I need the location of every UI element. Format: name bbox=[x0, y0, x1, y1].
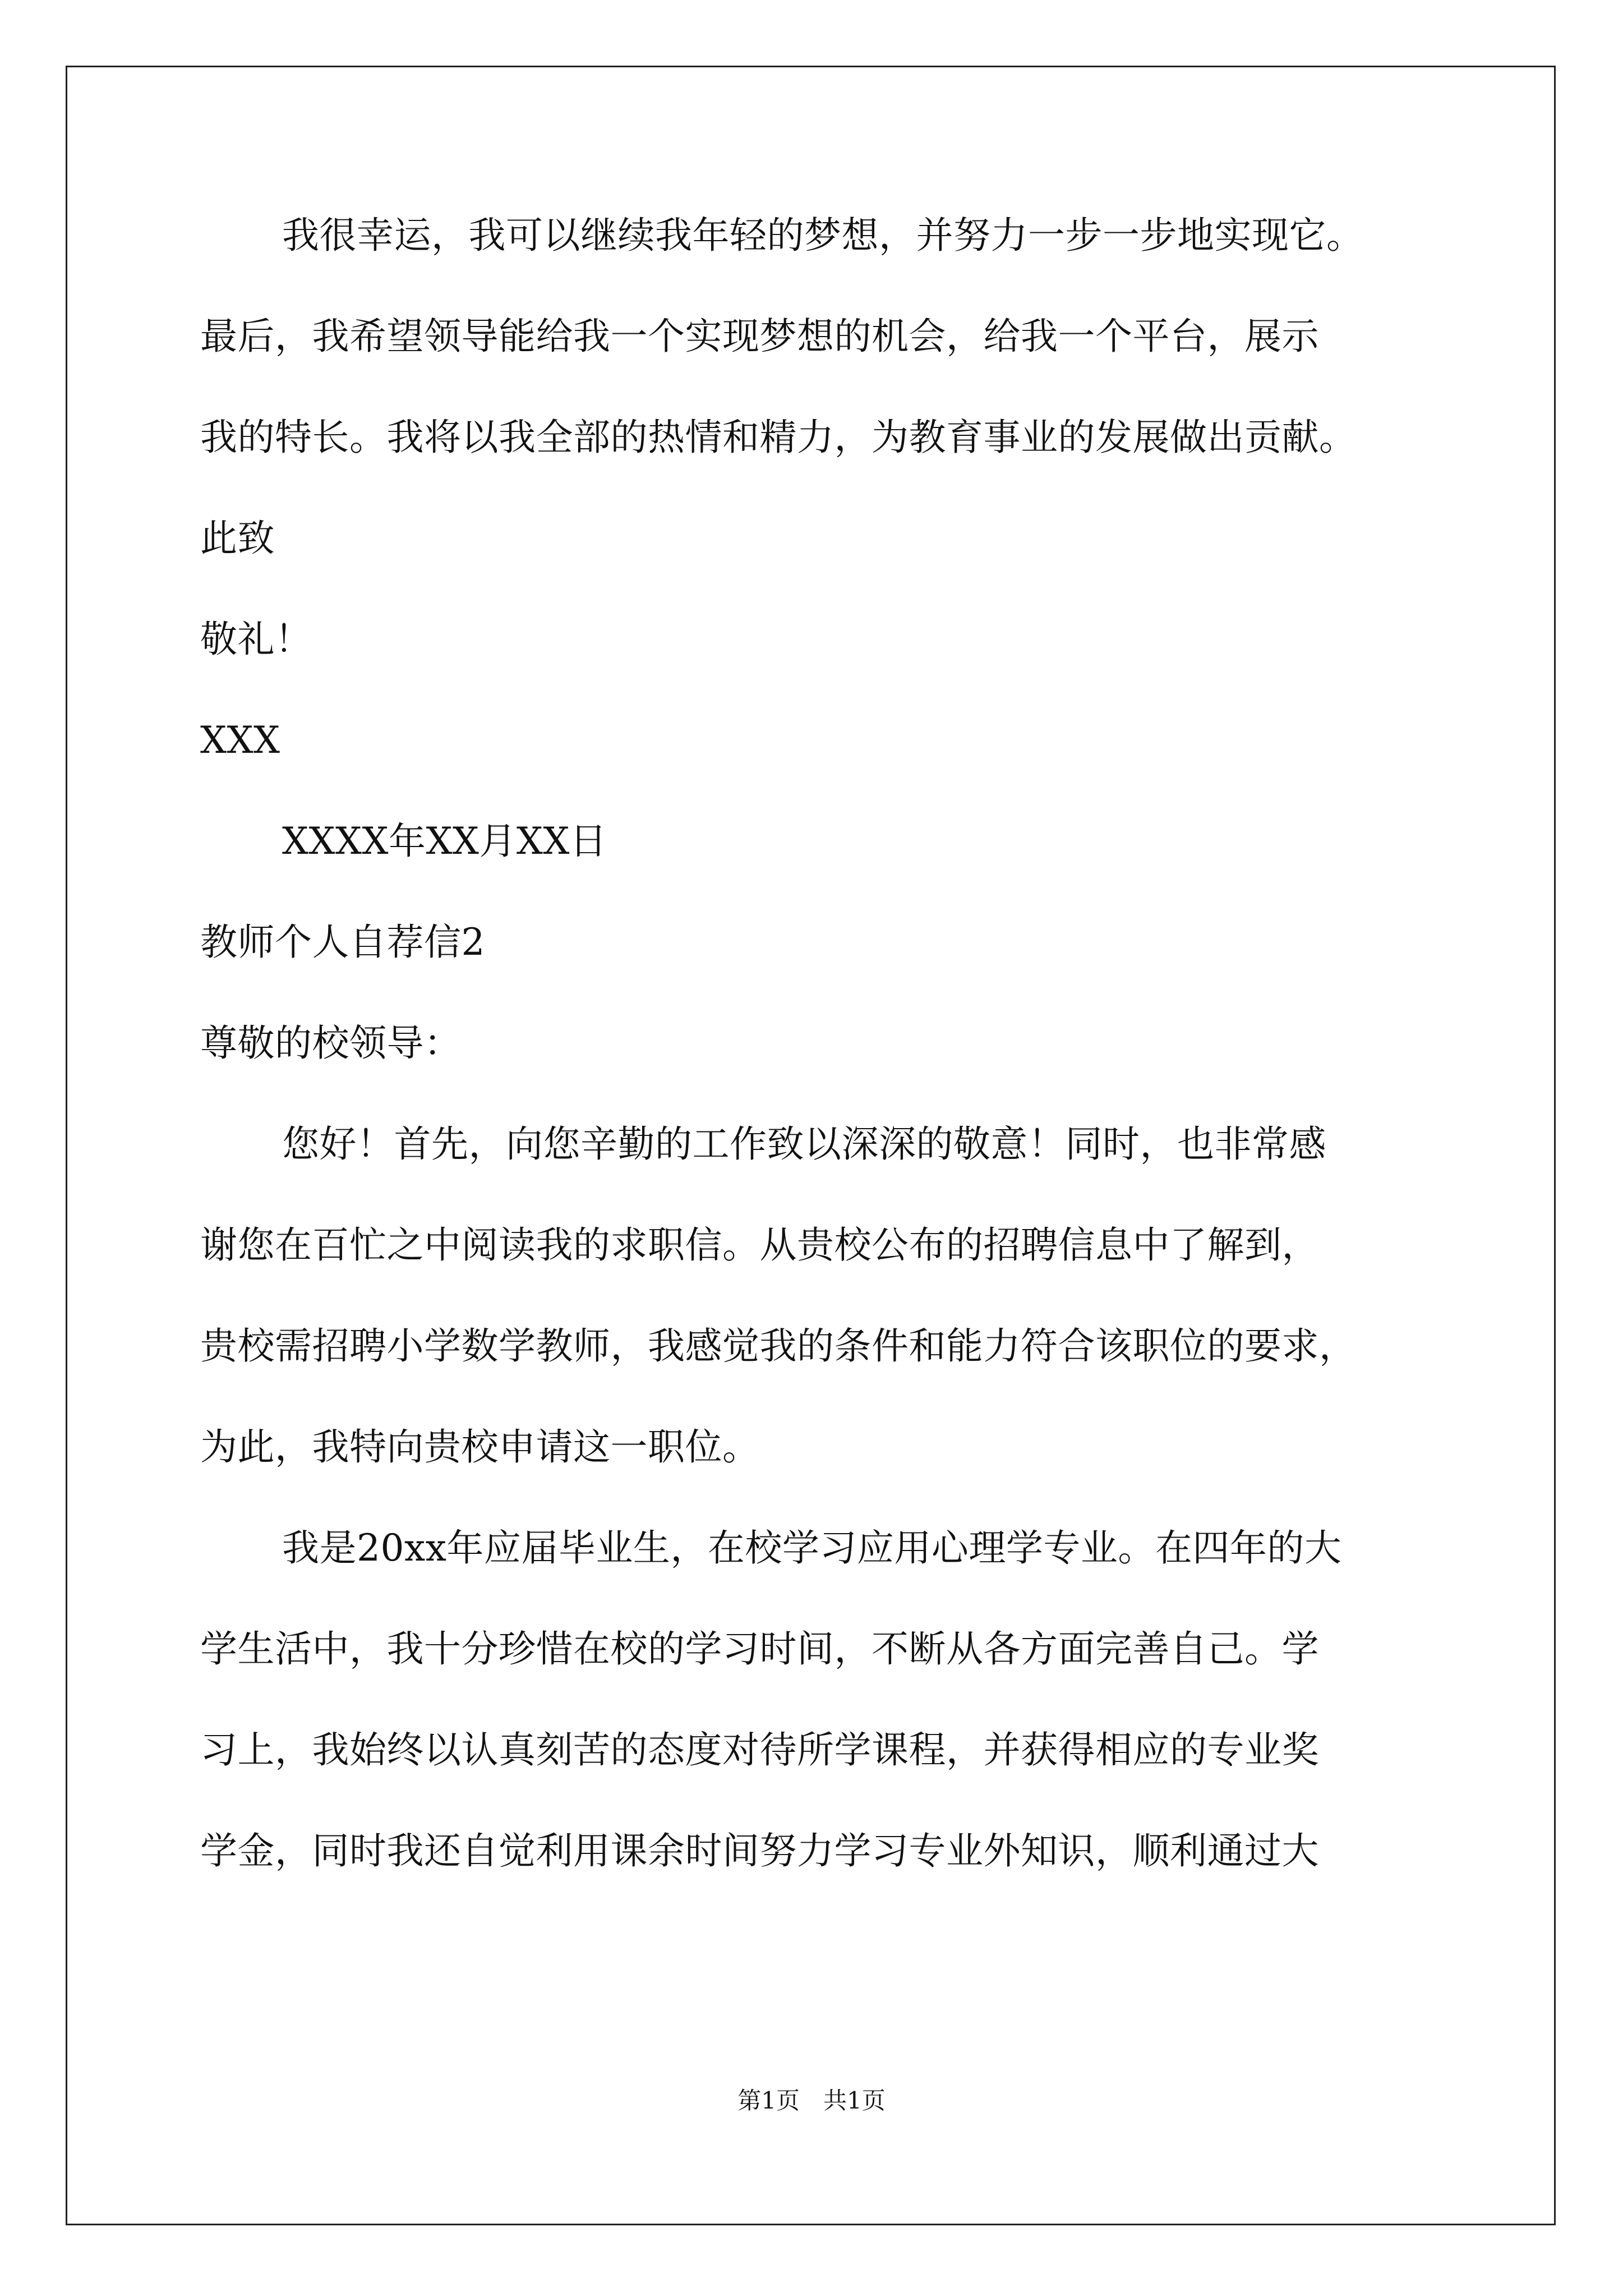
greeting-line: 尊敬的校领导： bbox=[200, 1022, 462, 1065]
paragraph-line: 最后，我希望领导能给我一个实现梦想的机会，给我一个平台，展示 bbox=[200, 315, 1319, 358]
closing-line: 此致 bbox=[200, 517, 275, 560]
page-number-footer: 第1页 共1页 bbox=[737, 2087, 886, 2114]
paragraph-line: 您好！首先，向您辛勤的工作致以深深的敬意！同时，也非常感 bbox=[282, 1122, 1326, 1166]
paragraph-line: 学金，同时我还自觉利用课余时间努力学习专业外知识，顺利通过大 bbox=[200, 1829, 1319, 1872]
paragraph-line: 贵校需招聘小学数学教师，我感觉我的条件和能力符合该职位的要求， bbox=[200, 1324, 1357, 1368]
signature-name: XXX bbox=[200, 719, 280, 762]
paragraph-line: 我的特长。我将以我全部的热情和精力，为教育事业的发展做出贡献。 bbox=[200, 416, 1357, 459]
salutation-line: 敬礼！ bbox=[200, 618, 312, 661]
paragraph-line: 为此，我特向贵校申请这一职位。 bbox=[200, 1425, 760, 1469]
paragraph-line: 我是20xx年应届毕业生，在校学习应用心理学专业。在四年的大 bbox=[282, 1526, 1342, 1570]
paragraph-line: 我很幸运，我可以继续我年轻的梦想，并努力一步一步地实现它。 bbox=[282, 214, 1364, 257]
paragraph-line: 习上，我始终以认真刻苦的态度对待所学课程，并获得相应的专业奖 bbox=[200, 1728, 1319, 1772]
paragraph-line: 学生活中，我十分珍惜在校的学习时间，不断从各方面完善自己。学 bbox=[200, 1627, 1319, 1671]
paragraph-line: 谢您在百忙之中阅读我的求职信。从贵校公布的招聘信息中了解到， bbox=[200, 1223, 1319, 1267]
section-title: 教师个人自荐信2 bbox=[200, 921, 485, 964]
signature-date: XXXX年XX月XX日 bbox=[282, 820, 607, 863]
